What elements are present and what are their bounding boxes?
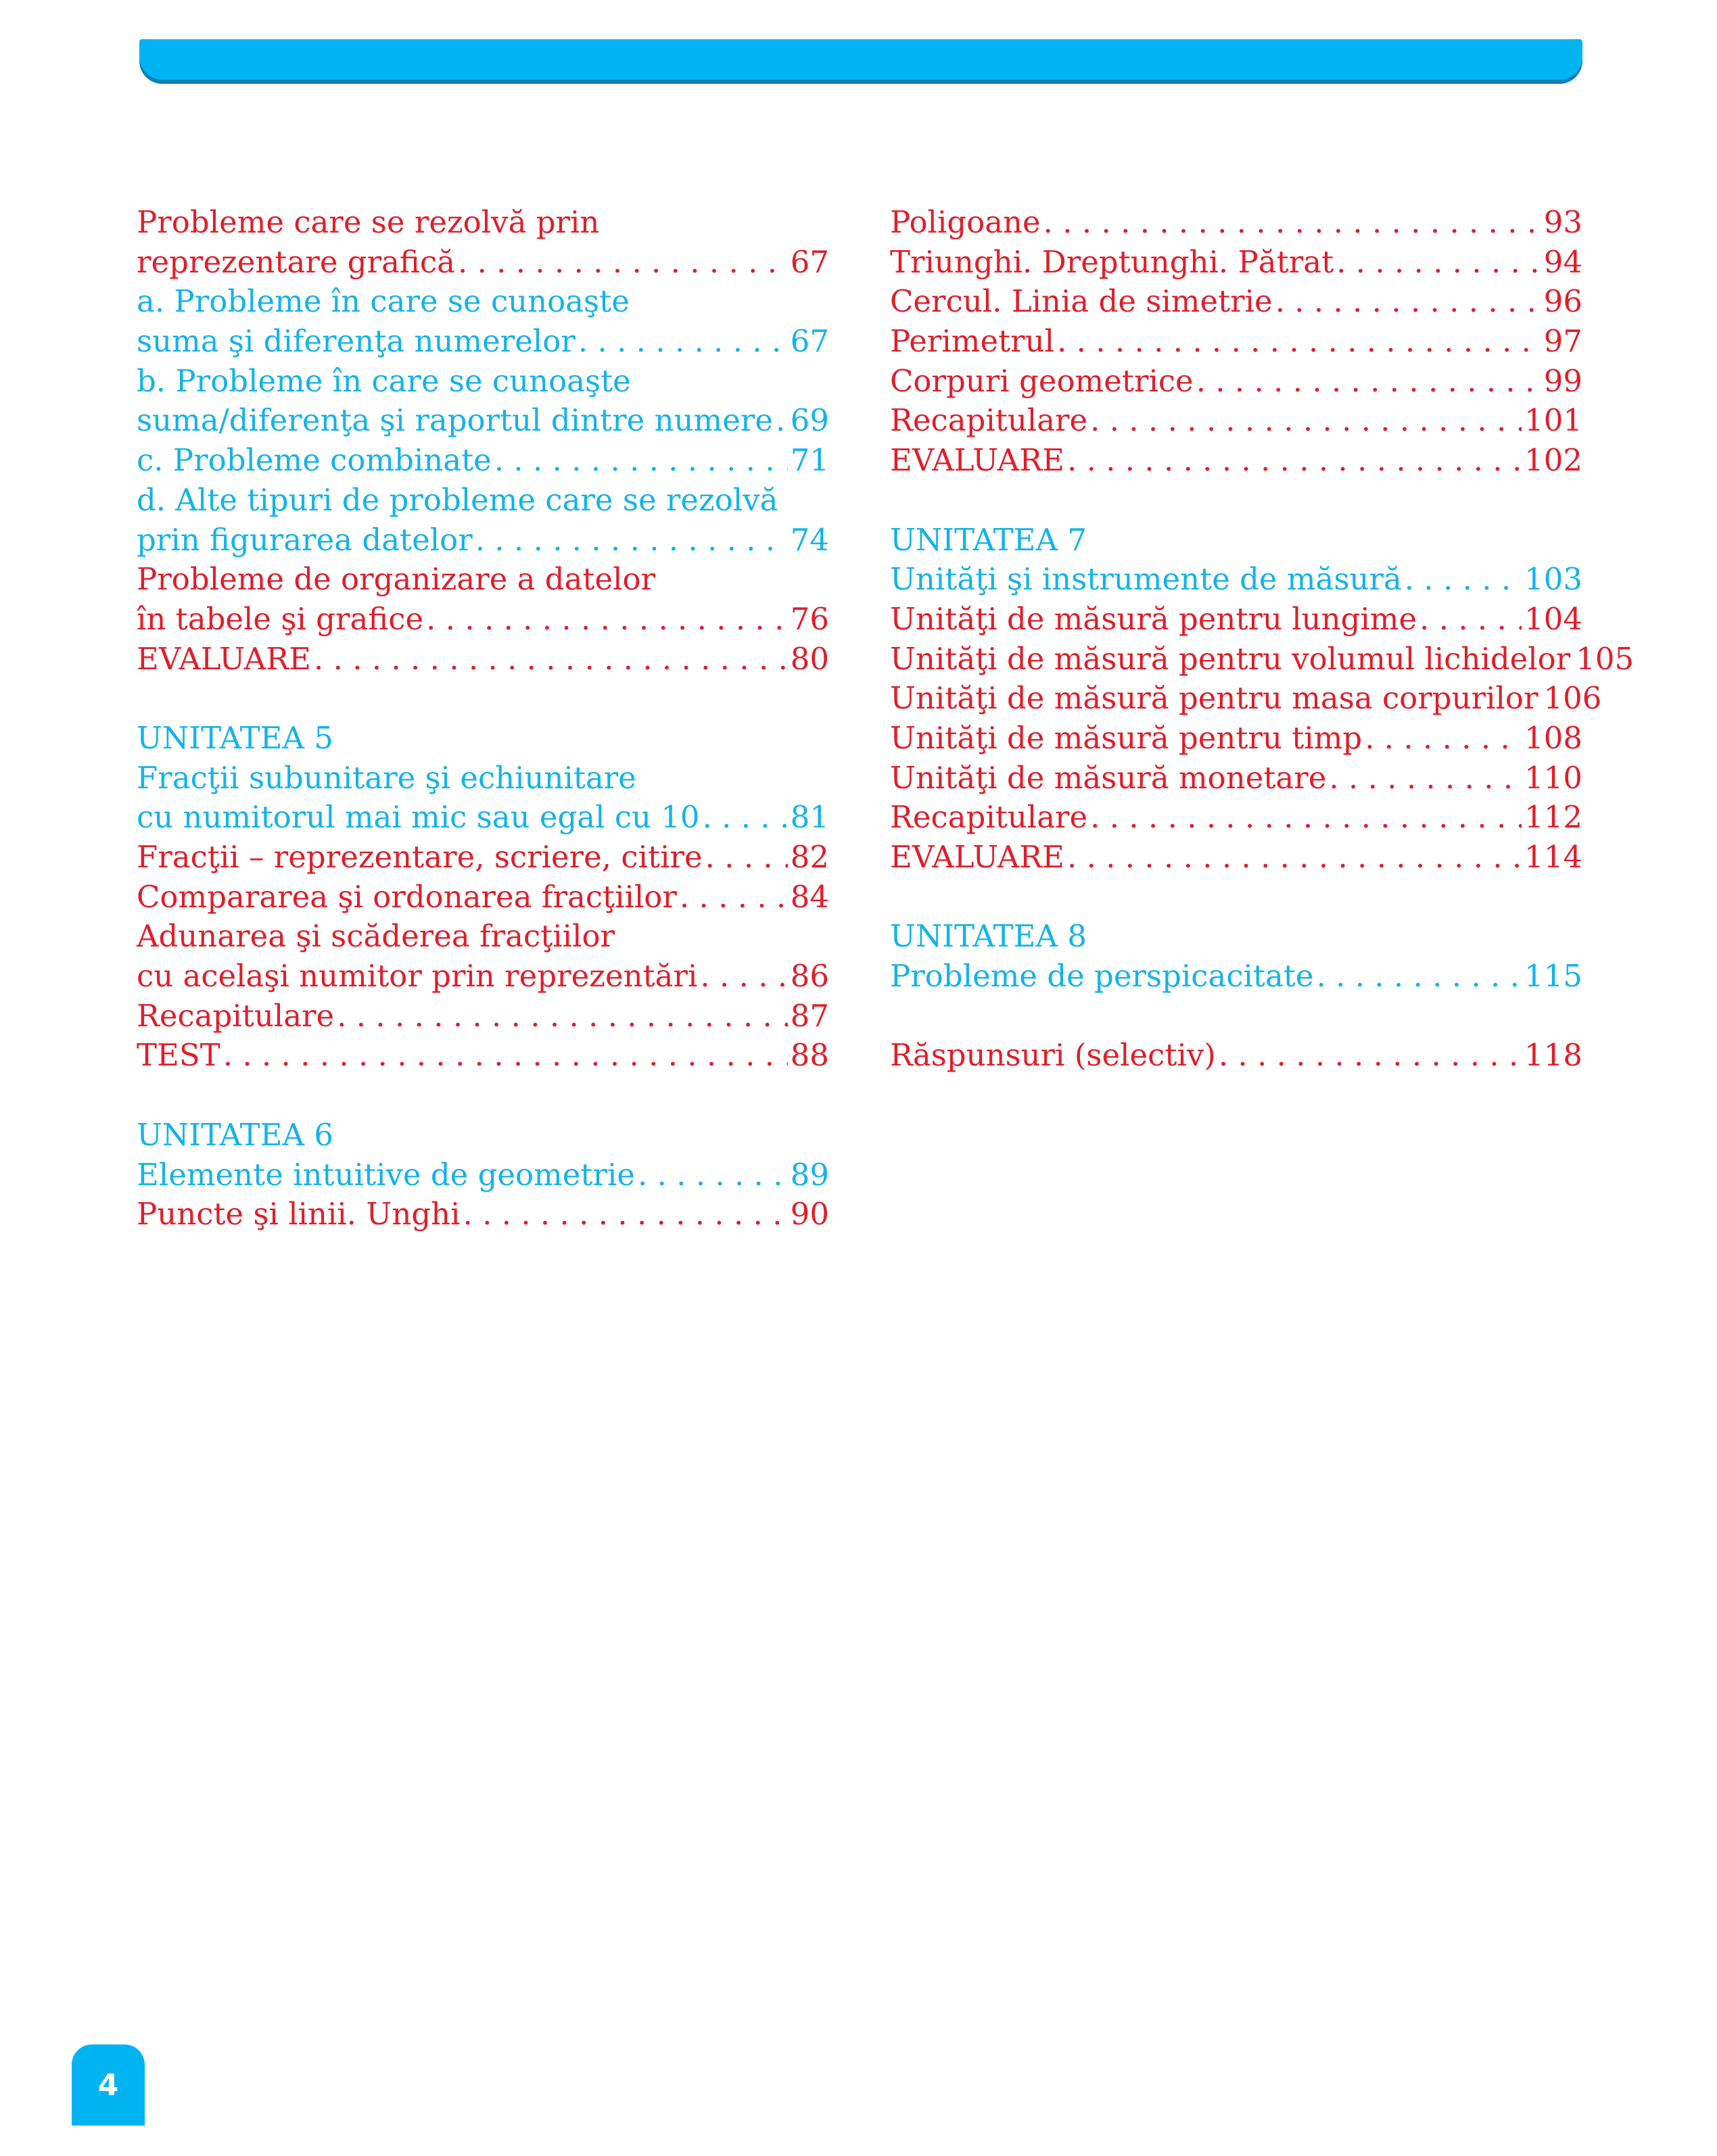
toc-entry-title: Elemente intuitive de geometrie [137,1156,636,1193]
toc-entry-title: Corpuri geometrice [890,362,1194,399]
toc-entry-title: Unităţi de măsură pentru masa corpurilor [890,680,1538,717]
toc-entry[interactable] [890,243,1582,283]
toc-entry[interactable] [890,759,1582,798]
toc-entry[interactable] [137,203,829,243]
toc-entry[interactable] [137,838,829,878]
dot-leader [337,997,788,1036]
toc-entry[interactable] [137,640,829,679]
toc-entry-title: cu numitorul mai mic sau egal cu 10 [137,799,700,836]
header-bar [139,39,1582,80]
toc-entry[interactable] [137,917,829,957]
toc-entry[interactable] [890,798,1582,838]
toc-entry-page: 102 [1524,442,1582,479]
toc-entry[interactable] [890,719,1582,759]
toc-entry[interactable] [137,521,829,560]
toc-entry-title: UNITATEA 5 [137,719,333,756]
toc-entry[interactable] [890,600,1582,640]
toc-entry-title: c. Probleme combinate [137,442,492,479]
toc-entry[interactable] [890,560,1582,600]
toc-entry-title: suma/diferenţa şi raportul dintre numere [137,402,773,439]
toc-entry-title: UNITATEA 6 [137,1116,333,1153]
toc-entry-page: 99 [1543,362,1582,399]
dot-leader [776,401,788,441]
toc-entry[interactable] [137,759,829,798]
toc-entry-page: 103 [1524,561,1582,598]
toc-entry-title: Fracţii – reprezentare, scriere, citire [137,839,703,875]
toc-entry-title: cu acelaşi numitor prin reprezentări [137,958,698,995]
toc-entry[interactable] [137,997,829,1036]
toc-entry-title: Fracţii subunitare şi echiunitare [137,759,636,796]
toc-entry[interactable] [890,322,1582,362]
toc-entry-page: 94 [1543,243,1582,280]
toc-entry-page: 105 [1576,640,1634,677]
toc-entry-page: 104 [1524,600,1582,637]
toc-entry-title: Triunghi. Dreptunghi. Pătrat [890,243,1334,280]
section-spacer [890,997,1582,1036]
toc-entry-title: Perimetrul [890,323,1055,360]
toc-entry[interactable] [137,798,829,838]
toc-entry[interactable] [137,362,829,402]
toc-entry-page: 97 [1543,323,1582,360]
toc-entry-title: Probleme de perspicacitate [890,958,1314,995]
toc-entry-title: Unităţi de măsură pentru lungime [890,600,1417,637]
toc-entry-title: UNITATEA 7 [890,521,1087,558]
dot-leader [1090,401,1522,441]
page-number: 4 [72,2044,145,2126]
toc-entry-title: prin figurarea datelor [137,521,473,558]
dot-leader [1365,719,1522,759]
toc-entry-page: 67 [790,323,829,360]
dot-leader [1090,798,1522,838]
toc-entry-page: 82 [790,839,829,875]
section-spacer [137,679,829,719]
toc-entry[interactable] [137,600,829,640]
dot-leader [1196,362,1541,402]
toc-entry-title: d. Alte tipuri de probleme care se rezolvă [137,481,778,518]
toc-entry[interactable] [890,203,1582,243]
dot-leader [1336,243,1541,283]
toc-entry-title: TEST [137,1037,220,1074]
toc-entry[interactable] [890,679,1602,719]
toc-entry-page: 106 [1543,680,1602,717]
toc-entry-page: 114 [1524,839,1582,875]
toc-entry-title: suma şi diferenţa numerelor [137,323,575,360]
toc-entry[interactable] [890,640,1634,679]
dot-leader [314,640,788,679]
dot-leader [638,1155,788,1195]
toc-entry-title: Probleme de organizare a datelor [137,561,656,598]
dot-leader [426,600,788,640]
toc-entry-page: 67 [790,243,829,280]
toc-entry-title: Recapitulare [890,799,1088,836]
toc-entry-page: 84 [790,878,829,915]
toc-entry-title: Compararea şi ordonarea fracţiilor [137,878,677,915]
toc-entry-page: 96 [1543,283,1582,320]
dot-leader [680,878,788,917]
toc-entry[interactable] [137,481,829,521]
toc-entry[interactable] [137,243,829,283]
toc-entry[interactable] [137,1155,829,1195]
toc-entry-title: Probleme care se rezolvă prin [137,204,600,240]
toc-entry-title: Unităţi de măsură pentru timp [890,719,1363,756]
toc-entry-title: EVALUARE [137,640,311,677]
section-spacer [137,1076,829,1116]
toc-entry-page: 90 [790,1196,829,1232]
toc-entry-title: EVALUARE [890,442,1064,479]
toc-entry[interactable] [890,521,1582,560]
toc-column-right [890,203,1634,1076]
dot-leader [700,957,787,997]
toc-entry-page: 93 [1543,204,1582,240]
toc-entry-title: reprezentare grafică [137,243,455,280]
toc-entry-title: Poligoane [890,204,1041,240]
toc-entry-title: Cercul. Linia de simetrie [890,283,1273,320]
toc-entry-page: 76 [790,600,829,637]
dot-leader [223,1036,788,1076]
toc-entry-title: Puncte şi linii. Unghi [137,1196,461,1232]
toc-entry-page: 112 [1524,799,1582,836]
section-spacer [890,481,1582,521]
toc-entry-title: a. Probleme în care se cunoaşte [137,283,630,320]
toc-entry[interactable] [137,560,829,600]
dot-leader [1275,282,1541,322]
dot-leader [1317,957,1522,997]
dot-leader [578,322,788,362]
toc-entry-page: 80 [790,640,829,677]
toc-entry-page: 89 [790,1156,829,1193]
toc-entry-title: b. Probleme în care se cunoaşte [137,362,631,399]
toc-entry[interactable] [890,362,1582,402]
toc-entry-title: Unităţi şi instrumente de măsură [890,561,1402,598]
toc-entry[interactable] [890,1036,1582,1076]
toc-entry-title: Adunarea şi scăderea fracţiilor [137,918,615,955]
toc-entry[interactable] [137,957,829,997]
dot-leader [1067,441,1522,481]
dot-leader [494,441,788,481]
toc-entry[interactable] [890,401,1582,441]
dot-leader [705,838,788,878]
toc-entry-title: în tabele şi grafice [137,600,424,637]
toc-entry-page: 110 [1524,759,1582,796]
toc-entry[interactable] [890,957,1582,997]
toc-entry-page: 87 [790,997,829,1034]
toc-entry-title: Unităţi de măsură monetare [890,759,1327,796]
dot-leader [475,521,788,560]
toc-entry[interactable] [137,1036,829,1076]
toc-entry-title: Recapitulare [137,997,335,1034]
dot-leader [703,798,788,838]
toc-entry[interactable] [137,282,829,322]
dot-leader [1405,560,1522,600]
dot-leader [1329,759,1522,798]
dot-leader [1219,1036,1522,1076]
dot-leader [458,243,788,283]
toc-entry-page: 74 [790,521,829,558]
dot-leader [1043,203,1541,243]
toc-entry[interactable] [137,1116,829,1155]
toc-entry[interactable] [137,878,829,917]
toc-entry[interactable] [890,917,1582,957]
dot-leader [463,1195,788,1235]
toc-entry-page: 71 [790,442,829,479]
toc-entry[interactable] [137,719,829,759]
toc-entry-title: EVALUARE [890,839,1064,875]
toc-entry[interactable] [890,838,1582,878]
toc-entry-page: 88 [790,1037,829,1074]
section-spacer [890,878,1582,917]
toc-entry-title: UNITATEA 8 [890,918,1087,955]
toc-entry-page: 115 [1524,958,1582,995]
dot-leader [1067,838,1522,878]
toc-entry-page: 86 [790,958,829,995]
toc-entry-page: 108 [1524,719,1582,756]
dot-leader [1057,322,1541,362]
toc-entry-page: 101 [1524,402,1582,439]
toc-entry[interactable] [890,282,1582,322]
toc-entry-page: 118 [1524,1037,1582,1074]
toc-entry[interactable] [137,401,829,441]
toc-entry-title: Răspunsuri (selectiv) [890,1037,1216,1074]
toc-entry[interactable] [137,1195,829,1235]
toc-entry-title: Unităţi de măsură pentru volumul lichidelor [890,640,1571,677]
toc-entry[interactable] [137,322,829,362]
toc-entry-page: 81 [790,799,829,836]
toc-column-left [137,203,829,1235]
toc-entry[interactable] [137,441,829,481]
toc-entry[interactable] [890,441,1582,481]
toc-entry-title: Recapitulare [890,402,1088,439]
dot-leader [1419,600,1522,640]
toc-entry-page: 69 [790,402,829,439]
